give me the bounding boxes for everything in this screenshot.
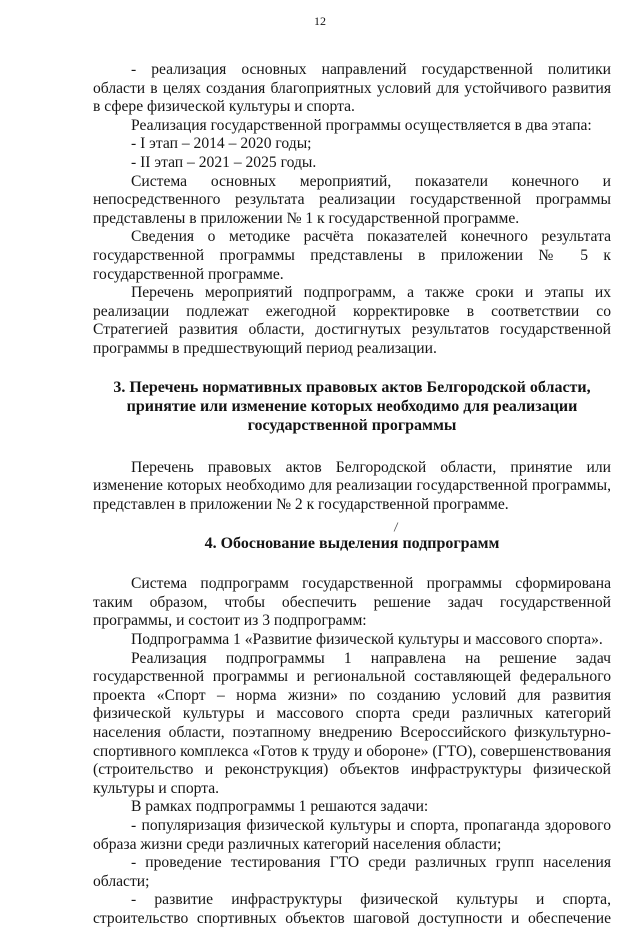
paragraph: - II этап – 2021 – 2025 годы. <box>131 153 317 171</box>
paragraph: Подпрограмма 1 «Развитие физической культуры и массового спорта». <box>131 631 603 649</box>
section-3-title-line: принятие или изменение которых необходимо для реализации <box>126 397 578 415</box>
section-4-title: 4. Обоснование выделения подпрограмм <box>204 535 500 553</box>
paragraph: - реализация основных направлений государственной политики области в целях создания благоприятных условий для устойчивого развития в сфере физической культуры и спорта. <box>93 61 611 116</box>
paragraph: Сведения о методике расчёта показателей конечного результата государственной программы представлены в приложении № 5 к государственной программе. <box>93 228 611 283</box>
section-3-title-line: 3. Перечень нормативных правовых актов Белгородской области, <box>113 378 591 396</box>
page-number: 12 <box>314 14 326 28</box>
paragraph: - проведение тестирования ГТО среди различных групп населения области; <box>93 854 611 890</box>
paragraph: Реализация подпрограммы 1 направлена на решение задач государственной программы и региональной составляющей федерального проекта «Спорт – норма жизни» по созданию условий для развития физической культуры и массового спорта среди различных категорий населения области, поэтапному внедрению Всероссийского физкультурно-спортивного комплекса «Готов к труду и обороне» (ГТО), совершенствования (строительство и реконструкция) объектов инфраструктуры физической культуры и спорта. <box>93 649 611 797</box>
paragraph: Система подпрограмм государственной программы сформирована таким образом, чтобы обеспечить решение задач государственной программы, и состоит из 3 подпрограмм: <box>93 575 611 630</box>
section-3-text: Перечень правовых актов Белгородской области, принятие или изменение которых необходимо для реализации государственной программы, представлен в приложении № 2 к государственной программе. <box>93 458 611 513</box>
document-body <box>93 61 611 929</box>
paragraph: Перечень мероприятий подпрограмм, а также сроки и этапы их реализации подлежат ежегодной корректировке в соответствии со Стратегией развития области, достигнутых результатов государственной программы в предшествующий период реализации. <box>93 284 611 357</box>
paragraph: - I этап – 2014 – 2020 годы; <box>131 135 312 153</box>
paragraph: Система основных мероприятий, показатели конечного и непосредственного результата реализации государственной программы представлены в приложении № 1 к государственной программе. <box>93 172 611 227</box>
section-3-title-line: государственной программы <box>247 416 457 434</box>
paragraph: В рамках подпрограммы 1 решаются задачи: <box>131 798 429 816</box>
stray-pen-mark <box>392 522 400 532</box>
paragraph: Реализация государственной программы осуществляется в два этапа: <box>131 116 592 134</box>
paragraph: - популяризация физической культуры и спорта, пропаганда здорового образа жизни среди различных категорий населения области; <box>93 817 611 853</box>
paragraph: - развитие инфраструктуры физической культуры и спорта, строительство спортивных объектов шаговой доступности и обеспечение <box>93 891 611 927</box>
section-3-heading <box>93 378 611 435</box>
